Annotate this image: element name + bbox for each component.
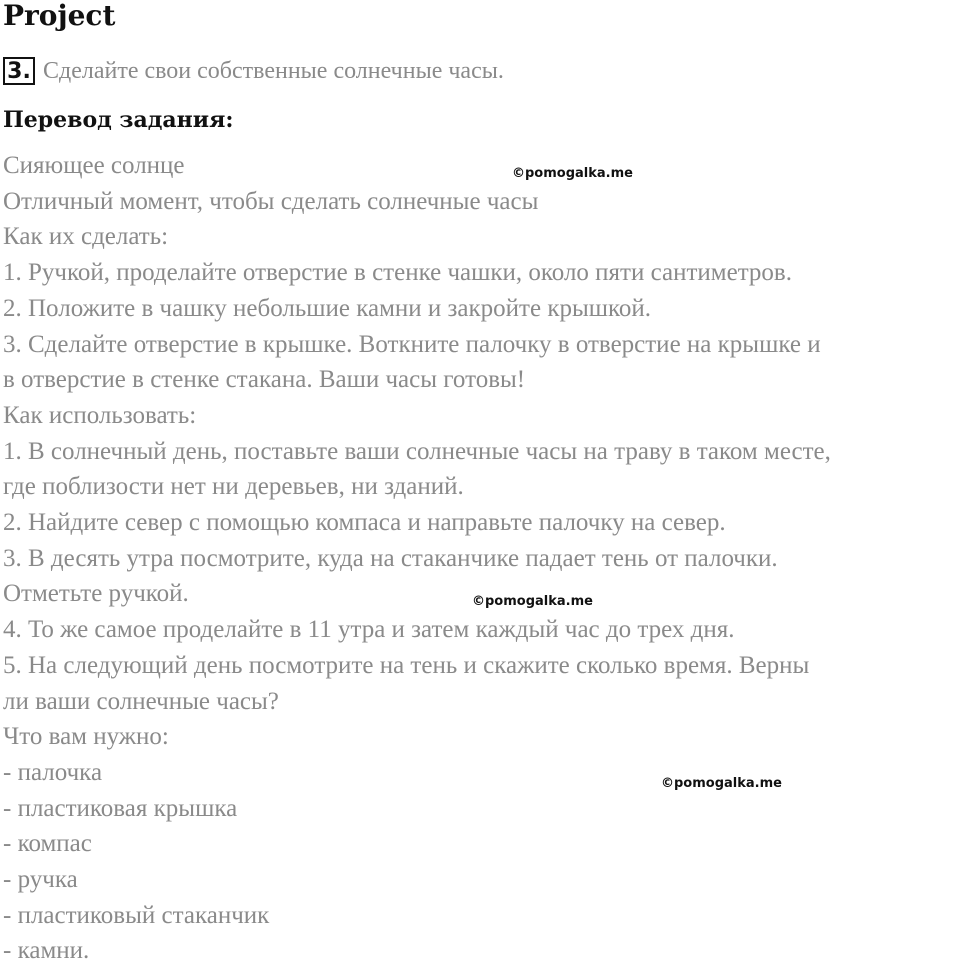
list-item: - пластиковый стаканчик (3, 901, 270, 929)
list-item: - палочка (3, 758, 103, 786)
text-line: Сияющее солнце (3, 152, 185, 179)
task-text: Сделайте свои собственные солнечные часы. (43, 57, 504, 84)
step-line: Отметьте ручкой. (3, 580, 189, 608)
list-item: - компас (3, 830, 92, 858)
step-line: где поблизости нет ни деревьев, ни зданий. (3, 473, 464, 501)
list-item: - камни. (3, 937, 90, 965)
step-line: 3. В десять утра посмотрите, куда на стаканчике падает тень от палочки. (3, 544, 778, 572)
step-line: 1. Ручкой, проделайте отверстие в стенке чашки, около пяти сантиметров. (3, 259, 792, 287)
watermark: ©pomogalka.me (512, 166, 633, 181)
task-row (3, 54, 504, 88)
section-heading-how-to-make: Как их сделать: (3, 223, 169, 251)
list-item: - ручка (3, 866, 78, 894)
step-line: 3. Сделайте отверстие в крышке. Воткните палочку в отверстие на крышке и (3, 330, 821, 358)
section-heading-what-you-need: Что вам нужно: (3, 723, 169, 751)
step-line: 2. Положите в чашку небольшие камни и закройте крышкой. (3, 294, 652, 322)
text-line: Отличный момент, чтобы сделать солнечные часы (3, 187, 539, 215)
translation-heading: Перевод задания: (3, 107, 234, 133)
section-heading-how-to-use: Как использовать: (3, 401, 197, 429)
step-line: 1. В солнечный день, поставьте ваши солнечные часы на траву в таком месте, (3, 437, 831, 465)
step-line: ли ваши солнечные часы? (3, 687, 279, 715)
watermark: ©pomogalka.me (472, 594, 593, 609)
step-line: 2. Найдите север с помощью компаса и направьте палочку на север. (3, 509, 726, 537)
watermark: ©pomogalka.me (661, 776, 782, 791)
task-number-badge: 3. (3, 57, 35, 85)
translation-body (3, 148, 958, 969)
step-line: в отверстие в стенке стакана. Ваши часы готовы! (3, 366, 526, 394)
page-title: Project (3, 0, 116, 32)
list-item: - пластиковая крышка (3, 794, 238, 822)
step-line: 4. То же самое проделайте в 11 утра и затем каждый час до трех дня. (3, 616, 735, 644)
step-line: 5. На следующий день посмотрите на тень и скажите сколько время. Верны (3, 651, 810, 679)
